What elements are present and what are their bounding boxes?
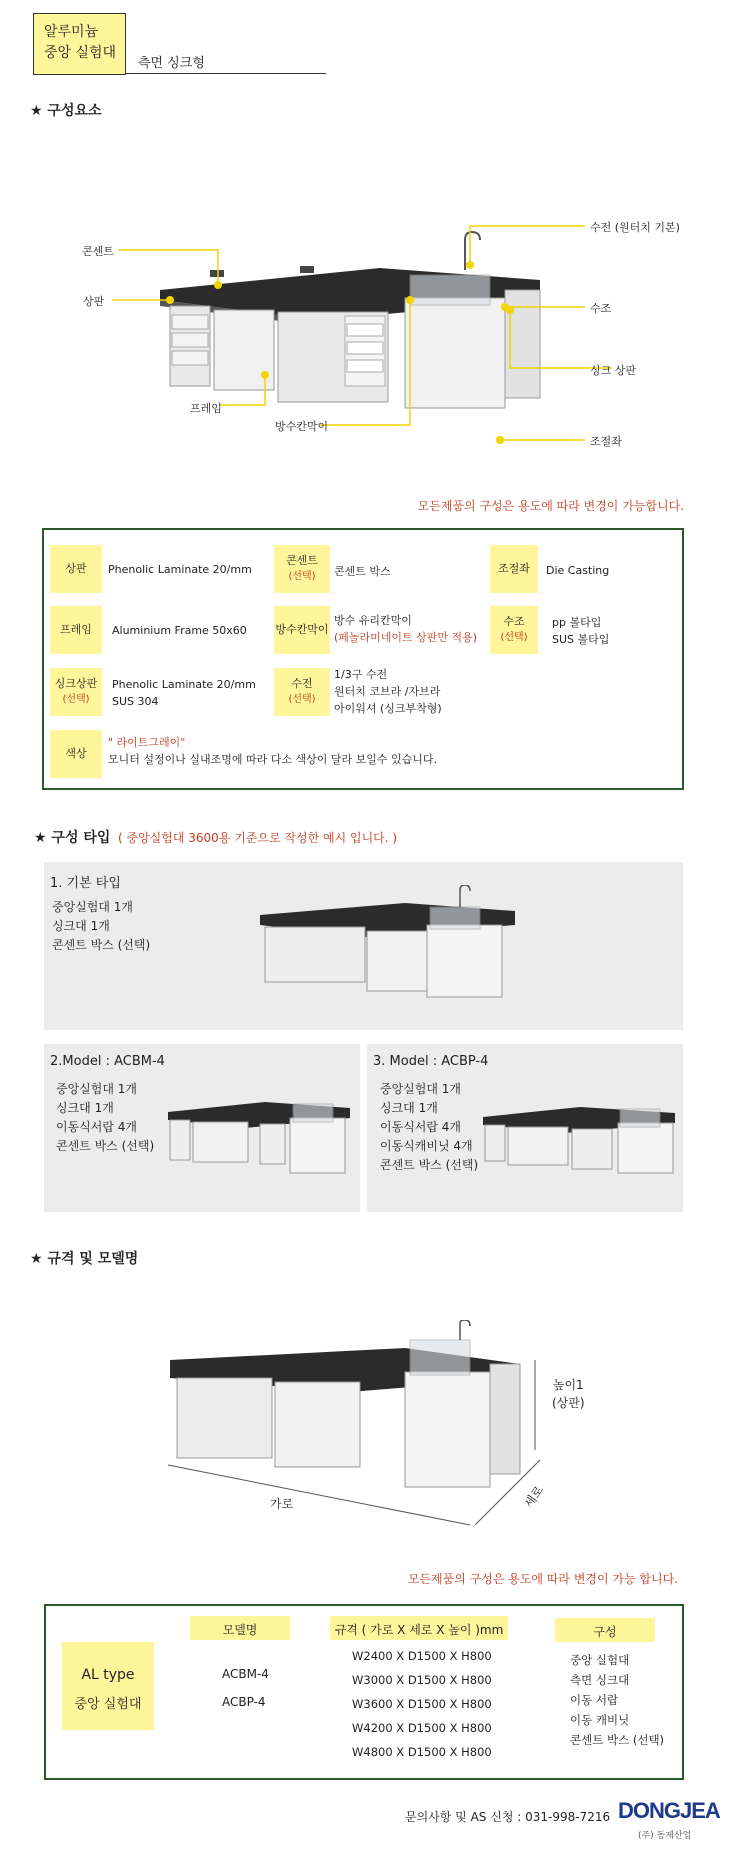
callout-foot: 조절좌 xyxy=(590,435,622,448)
spec-tag-sink: 수조 (선택) xyxy=(490,606,538,654)
spec-val-color: " 라이트그레이" 모니터 설정이나 실내조명에 따라 다소 색상이 달라 보일수 있습니다. xyxy=(108,736,437,766)
bench-acbp-illustration xyxy=(480,1095,680,1190)
spec-val-sink-top: Phenolic Laminate 20/mm SUS 304 xyxy=(112,678,256,708)
spec-tag-guard: 방수칸막이 xyxy=(274,606,330,654)
header-spec: 규격 ( 가로 X 세로 X 높이 )mm xyxy=(330,1616,508,1640)
callout-sink: 수조 xyxy=(590,302,612,315)
spec-tag-top: 상판 xyxy=(50,545,102,593)
spec-val-faucet: 1/3구 수전 원터치 코브라 /자브라 아이워셔 (싱크부착형) xyxy=(334,668,442,715)
callout-sink-top: 싱크 상판 xyxy=(590,364,637,377)
spec-tag-consent: 콘센트 (선택) xyxy=(274,545,330,593)
header-comp: 구성 xyxy=(555,1618,655,1642)
header-model: 모델명 xyxy=(190,1616,290,1640)
company-sub: (주) 동제산업 xyxy=(638,1831,692,1841)
product-title-line2: 중앙 실험대 xyxy=(44,45,117,61)
dim-width: 가로 xyxy=(270,1497,294,1511)
spec-val-guard: 방수 유리칸막이 (페놀라미네이트 상판만 적용) xyxy=(334,614,478,644)
section-title-components: ★ 구성요소 xyxy=(30,103,102,119)
dim-height: 높이1 (상판) xyxy=(552,1378,585,1410)
contact-info: 문의사항 및 AS 신청 : 031-998-7216 xyxy=(405,1810,611,1824)
callout-faucet: 수전 (원터치 기본) xyxy=(590,221,680,234)
spec-list: W2400 X D1500 X H800 W3000 X D1500 X H800 W3600 X D1500 X H800 W4200 X D1500 X H800 W4800 X D1500 X H800 xyxy=(352,1649,492,1759)
spec-val-consent: 콘센트 박스 xyxy=(334,565,391,578)
type-title-acbp: 3. Model : ACBP-4 xyxy=(373,1054,489,1069)
spec-val-sink: pp 볼타입 SUS 볼타입 xyxy=(552,616,610,646)
al-type-label: AL type 중앙 실험대 xyxy=(62,1642,154,1730)
type-lines-acbp: 중앙실험대 1개 싱크대 1개 이동식서랍 4개 이동식캐비닛 4개 콘센트 박스 (선택) xyxy=(380,1082,479,1172)
spec-tag-color: 색상 xyxy=(50,730,102,778)
comp-list: 중앙 실험대 측면 싱크대 이동 서랍 이동 캐비닛 콘센트 박스 (선택) xyxy=(570,1653,665,1747)
type-title-acbm: 2.Model : ACBM-4 xyxy=(50,1054,165,1069)
model-list: ACBM-4 ACBP-4 xyxy=(222,1667,269,1709)
callout-guard: 방수칸막이 xyxy=(275,420,329,433)
callout-consent: 콘센트 xyxy=(82,245,114,258)
section-title-types: ★ 구성 타입 xyxy=(34,830,111,846)
spec-tag-faucet: 수전 (선택) xyxy=(274,668,330,716)
section-title-specs: ★ 규격 및 모델명 xyxy=(30,1251,139,1267)
bench-acbm-illustration xyxy=(165,1090,355,1190)
spec-val-frame: Aluminium Frame 50x60 xyxy=(112,624,247,637)
spec-val-foot: Die Casting xyxy=(546,564,610,577)
product-title-line1: 알루미늄 xyxy=(44,24,99,40)
type-lines-basic: 중앙실험대 1개 싱크대 1개 콘센트 박스 (선택) xyxy=(52,900,151,952)
callout-frame: 프레임 xyxy=(190,402,222,415)
bench-basic-illustration xyxy=(255,885,530,1015)
dim-depth: 세로 xyxy=(521,1483,547,1511)
dimension-bench-illustration xyxy=(165,1320,545,1535)
spec-tag-frame: 프레임 xyxy=(50,606,102,654)
product-subtitle: 측면 싱크형 xyxy=(138,56,205,71)
spec-change-note: 모든제품의 구성은 용도에 따라 변경이 가능 합니다. xyxy=(407,1572,678,1586)
company-logo: DONGJEA xyxy=(618,1798,720,1823)
spec-tag-foot: 조절좌 xyxy=(490,545,538,593)
callout-top: 상판 xyxy=(83,295,105,308)
spec-tag-sink-top: 싱크상판 (선택) xyxy=(50,668,102,716)
types-note: ( 중앙실험대 3600용 기준으로 작성한 예시 입니다. ) xyxy=(118,831,398,845)
type-lines-acbm: 중앙실험대 1개 싱크대 1개 이동식서랍 4개 콘센트 박스 (선택) xyxy=(56,1082,155,1153)
spec-val-top: Phenolic Laminate 20/mm xyxy=(108,563,252,576)
change-note: 모든제품의 구성은 용도에 따라 변경이 가능합니다. xyxy=(417,499,684,513)
type-title-basic: 1. 기본 타입 xyxy=(50,876,121,891)
